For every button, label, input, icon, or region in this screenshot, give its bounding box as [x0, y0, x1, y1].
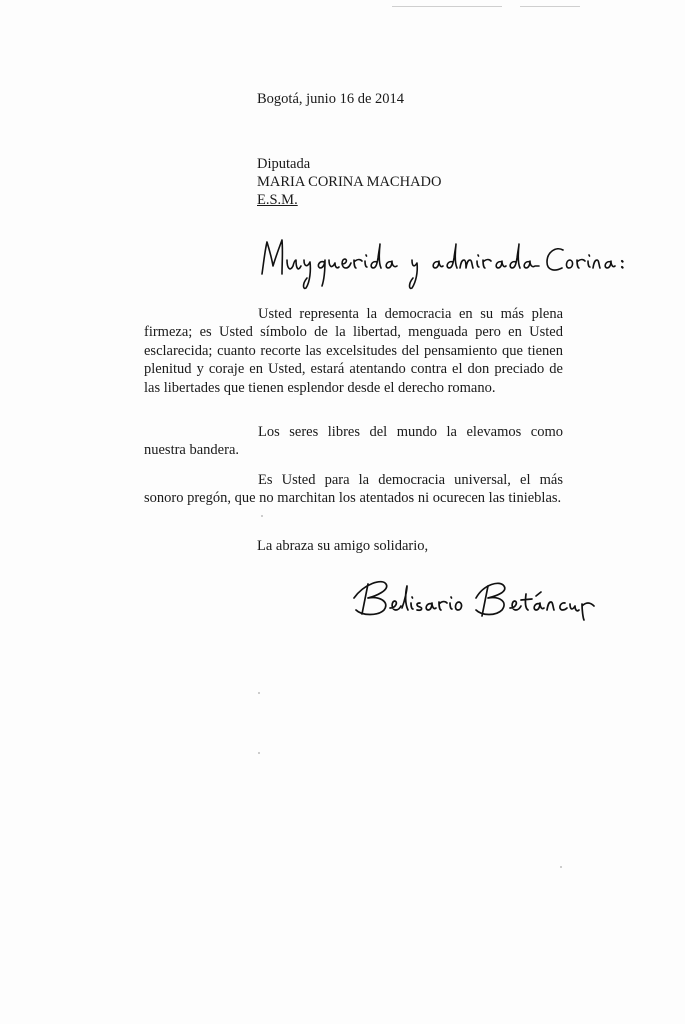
recipient-honorific: E.S.M.	[257, 192, 298, 208]
scan-speck	[560, 866, 562, 868]
recipient-title: Diputada	[257, 156, 311, 172]
handwritten-signature	[350, 572, 610, 632]
scan-speck	[258, 692, 260, 694]
body-paragraph-3	[144, 471, 563, 508]
paragraph-text: Usted representa la democracia en su más plena firmeza; es Usted símbolo de la libertad, menguada pero en Usted esclarecida; cuanto recorte las excelsitudes del pensamiento que tienen plenitud y coraje en Usted, estará atentando contra el don preciado de las libertades que tienen esplendor desde el derecho romano.	[144, 306, 563, 396]
signature-drawing	[350, 572, 610, 632]
body-paragraph-1	[144, 305, 563, 397]
closing-line: La abraza su amigo solidario,	[257, 538, 429, 554]
scan-speck	[261, 515, 263, 517]
scan-artifact	[520, 6, 580, 7]
salutation-handwriting-drawing	[256, 230, 636, 290]
scan-speck	[258, 752, 260, 754]
body-paragraph-2	[144, 423, 563, 460]
paragraph-text: Los seres libres del mundo la elevamos como nuestra bandera.	[144, 424, 563, 459]
letter-date: Bogotá, junio 16 de 2014	[257, 91, 405, 107]
handwritten-salutation	[256, 230, 636, 290]
recipient-name: MARIA CORINA MACHADO	[257, 174, 442, 190]
paragraph-text: Es Usted para la democracia universal, el más sonoro pregón, que no marchitan los atentados ni ocurecen las tinieblas.	[144, 472, 563, 507]
scan-artifact	[392, 6, 502, 7]
